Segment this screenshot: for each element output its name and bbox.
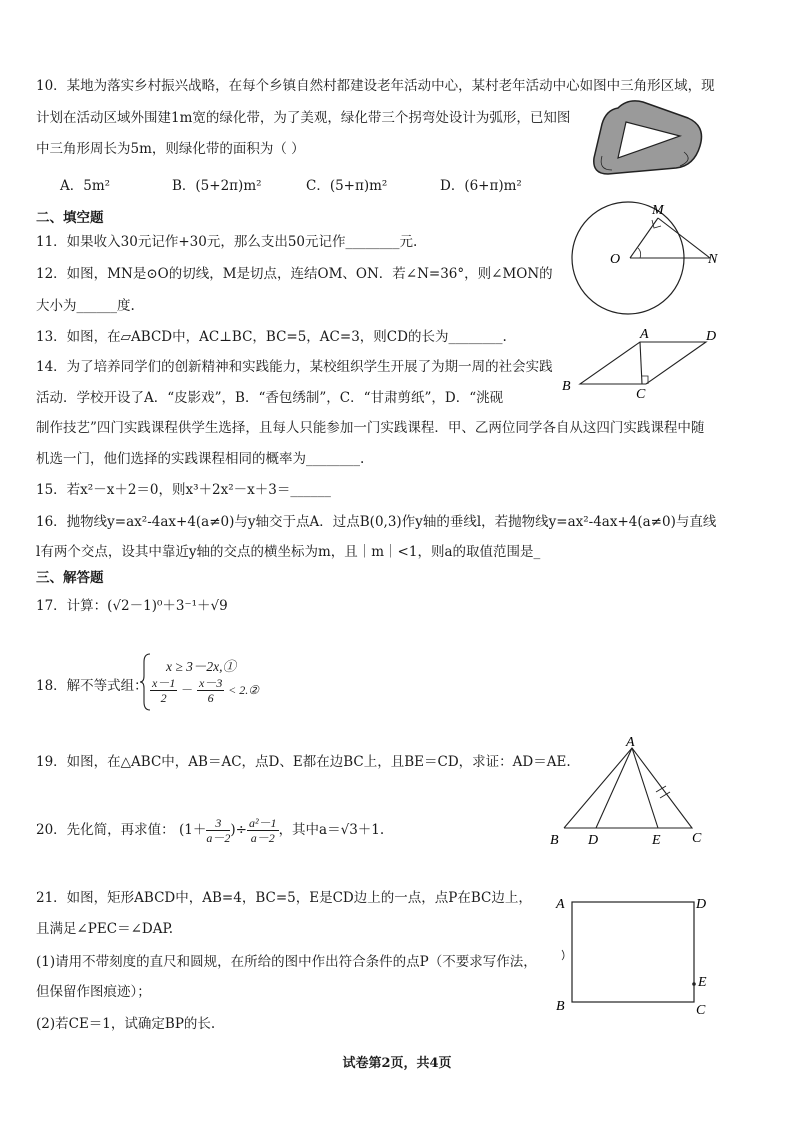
q21-line3: (1)请用不带刻度的直尺和圆规，在所给的图中作出符合条件的点P（不要求写作法， xyxy=(36,954,537,970)
q13-figure-parallelogram xyxy=(558,326,728,398)
q21-line4: 但保留作图痕迹）； xyxy=(36,984,151,1000)
q10-line1: 10．某地为落实乡村振兴战略，在每个乡镇自然村都建设老年活动中心，某村老年活动中心如图中三角形区域，现 xyxy=(36,78,715,94)
q15-text: 15．若x²－x＋2＝0，则x³＋2x²－x＋3＝______ xyxy=(36,482,331,498)
q10-line3: 中三角形周长为5m，则绿化带的面积为（ ） xyxy=(36,141,305,157)
q14-line3: 制作技艺”四门实践课程供学生选择，且每人只能参加一门实践课程．甲、乙两位同学各自从这四门实践课程中随 xyxy=(36,420,705,436)
q13-label-c: C xyxy=(636,387,646,398)
q18-inequality-1: x ≥ 3－2x,① xyxy=(166,659,237,674)
q10-option-d: D．(6+π)m² xyxy=(440,178,522,194)
q12-label-m: M xyxy=(652,203,664,218)
q17-text: 17．计算：(√2－1)⁰＋3⁻¹＋√9 xyxy=(36,598,228,614)
q13-label-b: B xyxy=(562,379,571,394)
q16-line1: 16．抛物线y=ax²-4ax+4(a≠0)与y轴交于点A．过点B(0,3)作y轴的垂线l，若抛物线y=ax²-4ax+4(a≠0)与直线 xyxy=(36,514,717,530)
q18-label: 18．解不等式组： xyxy=(36,678,148,694)
q18-fraction-2: $\frac{x-3}{6}$ xyxy=(199,676,223,705)
q21-line2: 且满足∠PEC＝∠DAP. xyxy=(36,921,174,937)
q20-label: 20．先化简，再求值： xyxy=(36,822,175,838)
q21-label-e: E xyxy=(698,975,707,990)
q21-label-b: B xyxy=(556,999,565,1014)
q10-option-b: B．(5+2π)m² xyxy=(172,178,262,194)
q19-figure-triangle xyxy=(546,736,714,848)
q21-figure-rectangle xyxy=(554,890,724,1020)
q20-fraction-1: $\frac{3}{a-2}$ xyxy=(206,816,231,845)
page-footer: 试卷第2页，共4页 xyxy=(342,1056,452,1071)
q12-line1: 12．如图，MN是⊙O的切线，M是切点，连结OM、ON．若∠N=36°，则∠MON的 xyxy=(36,266,553,282)
q14-line1: 14．为了培养同学们的创新精神和实践能力，某校组织学生开展了为期一周的社会实践 xyxy=(36,359,553,375)
q13-text: 13．如图，在▱ABCD中，AC⊥BC，BC=5，AC=3，则CD的长为________. xyxy=(36,329,507,345)
q19-label-c: C xyxy=(692,831,702,846)
q21-label-d: D xyxy=(696,897,707,912)
q13-label-a: A xyxy=(640,327,649,342)
q19-label-e: E xyxy=(652,833,661,848)
q12-figure-circle-tangent xyxy=(568,200,728,320)
q21-label-c: C xyxy=(696,1003,706,1018)
q21-label-a: A xyxy=(556,897,565,912)
q20-text: 20．先化简，再求值： (1＋ $\frac{3}{a-2}$ )÷ $\frac{\text{a²－1}}{a-2}$ ，其中a＝√3＋1. xyxy=(36,816,385,845)
q16-line2: l有两个交点，设其中靠近y轴的交点的横坐标为m，且｜m｜<1，则a的取值范围是_ xyxy=(36,544,541,560)
q18-inequality-2: $\frac{x-1}{2}$ － $\frac{x-3}{6}$ < 2.② xyxy=(152,676,260,705)
q10-figure-greenbelt xyxy=(588,96,718,186)
q14-line2: 活动．学校开设了A．“皮影戏”，B．“香包绣制”，C．“甘肃剪纸”，D．“洮砚 xyxy=(36,390,504,406)
q10-option-a: A．5m² xyxy=(60,178,111,194)
q21-line5: (2)若CE＝1，试确定BP的长. xyxy=(36,1016,216,1032)
q19-text: 19．如图，在△ABC中，AB＝AC，点D、E都在边BC上，且BE＝CD，求证：AD＝AE. xyxy=(36,754,571,770)
q10-line2: 计划在活动区域外围建1m宽的绿化带，为了美观，绿化带三个拐弯处设计为弧形，已知图 xyxy=(36,110,571,126)
q18-fraction-1: $\frac{x-1}{2}$ xyxy=(152,676,176,705)
q21-line1: 21．如图，矩形ABCD中，AB=4，BC=5，E是CD边上的一点，点P在BC边上， xyxy=(36,890,532,906)
q12-label-n: N xyxy=(708,252,718,267)
q19-label-b: B xyxy=(550,833,559,848)
q20-fraction-2: $\frac{\text{a²－1}}{a-2}$ xyxy=(248,816,277,845)
q12-line2: 大小为______度. xyxy=(36,298,135,314)
q19-label-a: A xyxy=(626,736,635,750)
q12-label-o: O xyxy=(610,252,621,267)
q11-text: 11．如果收入30元记作+30元，那么支出50元记作________元. xyxy=(36,234,418,250)
section-title-fill-blank: 二、填空题 xyxy=(36,210,104,226)
q10-option-c: C．(5+π)m² xyxy=(306,178,388,194)
section-title-solve: 三、解答题 xyxy=(36,570,104,586)
q14-line4: 机选一门，他们选择的实践课程相同的概率为________. xyxy=(36,451,365,467)
q19-label-d: D xyxy=(588,833,599,848)
q13-label-d: D xyxy=(706,329,717,344)
